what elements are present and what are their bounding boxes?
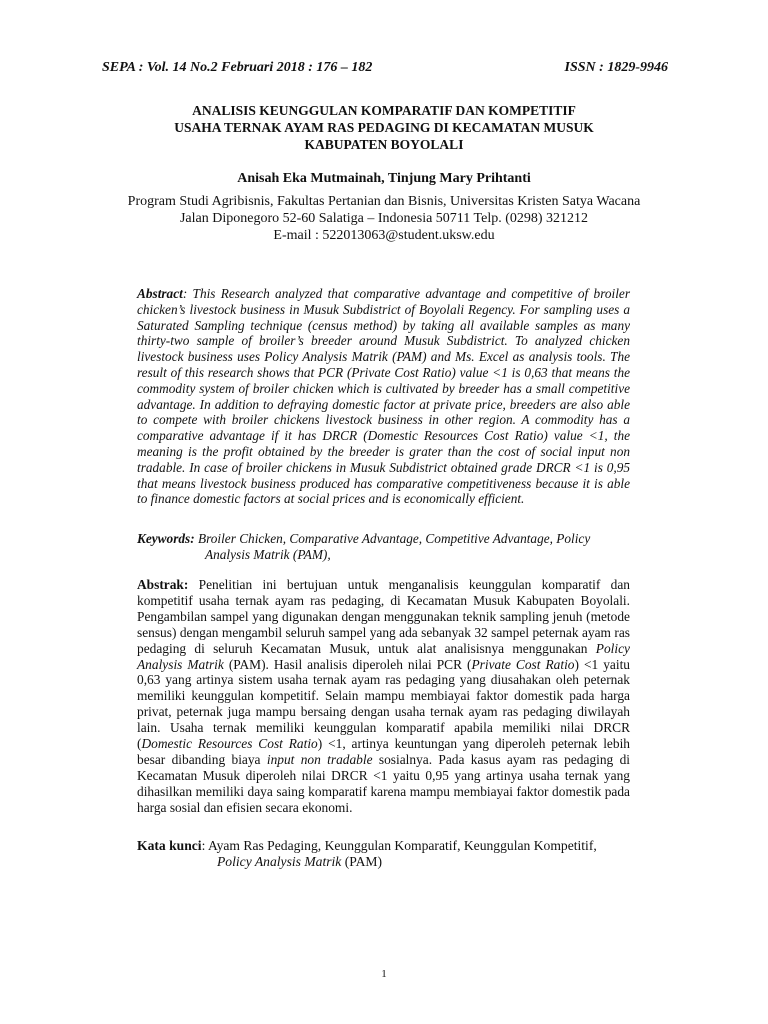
kata-kunci-line-2 <box>137 854 630 870</box>
abstrak-indonesian <box>137 577 630 816</box>
abstract-drcr-term: Domestic Resources Cost Ratio <box>367 428 544 444</box>
affiliation-address: Jalan Diponegoro 52-60 Salatiga – Indonesia 50711 Telp. (0298) 321212 <box>179 211 589 226</box>
abstrak-text-3: ) <1 yaitu 0,63 yang artinya sistem usaha ternak ayam ras pedaging yang diusahakan oleh peternak memiliki keunggulan kompetitif. Selain mampu membiayai faktor domestik pada harga privat, peternak juga mampu bersaing dengan usaha ternak ayam ras pedaging diwilayah lain. Usaha ternak memiliki keunggulan komparatif apabila memiliki nilai DRCR ( <box>137 656 630 752</box>
abstrak-pam-term: Policy Analysis Matrik <box>137 640 630 672</box>
keywords <box>137 531 630 563</box>
abstract-pcr-term: Private Cost Ratio <box>351 364 452 380</box>
kata-kunci <box>137 838 630 870</box>
abstrak-pcr-term: Private Cost Ratio <box>471 656 575 672</box>
running-header <box>102 60 668 78</box>
kata-kunci-pam-abbr: (PAM) <box>341 854 383 869</box>
paper-title <box>100 102 668 153</box>
kata-kunci-line-1: : Ayam Ras Pedaging, Keunggulan Komparatif, Keunggulan Kompetitif, <box>201 838 597 853</box>
abstrak-text-1: Penelitian ini bertujuan untuk menganalisis keunggulan komparatif dan kompetitif usaha ternak ayam ras pedaging, di Kecamatan Musuk Kabupaten Boyolali. Pengambilan sampel yang digunakan dengan menggunakan teknik sampling jenuh (metode sensus) dengan mengambil seluruh sampel yang ada sebanyak 32 sampel peternak ayam ras pedaging di seluruh Kecamatan Musuk, untuk alat analisisnya menggunakan <box>137 577 630 656</box>
affiliation <box>100 193 668 244</box>
authors: Anisah Eka Mutmainah, Tinjung Mary Prihtanti <box>237 171 531 186</box>
abstrak-text-5: sosialnya. Pada kasus ayam ras pedaging di Kecamatan Musuk diperoleh nilai DRCR <1 yaitu 0,95 yang artinya usaha ternak yang dihasilkan memiliki daya saing komparatif karena mampu membiayai faktor domestik pada harga sosial dan efisien secara ekonomi. <box>137 751 631 815</box>
abstrak-label: Abstrak: <box>137 577 189 592</box>
abstrak-drcr-term: Domestic Resources Cost Ratio <box>141 736 318 752</box>
affiliation-line-1: Program Studi Agribisnis, Fakultas Pertanian dan Bisnis, Universitas Kristen Satya Wacana <box>127 194 641 209</box>
title-line-2: USAHA TERNAK AYAM RAS PEDAGING DI KECAMATAN MUSUK <box>174 120 594 135</box>
abstrak-text-4: ) <1, artinya keuntungan yang diperoleh peternak lebih besar dibanding biaya <box>137 736 630 767</box>
abstrak-text-2: (PAM). Hasil analisis diperoleh nilai PCR ( <box>223 656 472 672</box>
abstract-text-2: ) value <1 is 0,63 that means the commodity system of broiler chicken which is cultivated by breeder has a small competitive advantage. In addition to defraying domestic factor at private price, breeders are also able to compete with broiler chickens livestock business in other region. A commodity has a comparative advantage if it has DRCR ( <box>137 364 630 444</box>
title-line-3: KABUPATEN BOYOLALI <box>304 137 464 152</box>
issn: ISSN : 1829-9946 <box>564 60 668 75</box>
kata-kunci-pam-term: Policy Analysis Matrik <box>217 854 342 869</box>
page-number: 1 <box>381 968 387 980</box>
journal-citation: SEPA : Vol. 14 No.2 Februari 2018 : 176 – 182 <box>102 60 373 75</box>
keywords-label: Keywords: <box>137 531 195 546</box>
author-email: E-mail : 522013063@student.uksw.edu <box>273 228 495 243</box>
keywords-line-1: Broiler Chicken, Comparative Advantage, Competitive Advantage, Policy <box>194 531 591 546</box>
abstract-text-3: ) value <1, the meaning is the profit obtained by the breeder is grater than the cost of social input non tradable. In case of broiler chickens in Musuk Subdistrict obtained grade DRCR <1 is 0,95 that means livestock business produced has comparative competitiveness because it is able to finance domestic factors at social prices and is economically efficient. <box>137 428 630 507</box>
kata-kunci-label: Kata kunci <box>137 838 202 853</box>
abstract-english <box>137 286 630 507</box>
abstract-text-1: : This Research analyzed that comparative advantage and competitive of broiler chicken’s livestock business in Musuk Subdistrict of Boyolali Regency. For sampling uses a Saturated Sampling technique (census method) by taking all available samples as many thirty-two sample of broiler’s breeder around Musuk Subdistrict. To analyzed chicken livestock business uses Policy Analysis Matrik (PAM) and Ms. Excel as analysis tools. The result of this research shows that PCR ( <box>137 286 630 380</box>
abstrak-input-term: input non tradable <box>266 751 373 767</box>
title-line-1: ANALISIS KEUNGGULAN KOMPARATIF DAN KOMPETITIF <box>192 103 576 118</box>
abstract-label: Abstract <box>137 286 183 301</box>
keywords-line-2: Analysis Matrik (PAM), <box>205 547 331 562</box>
